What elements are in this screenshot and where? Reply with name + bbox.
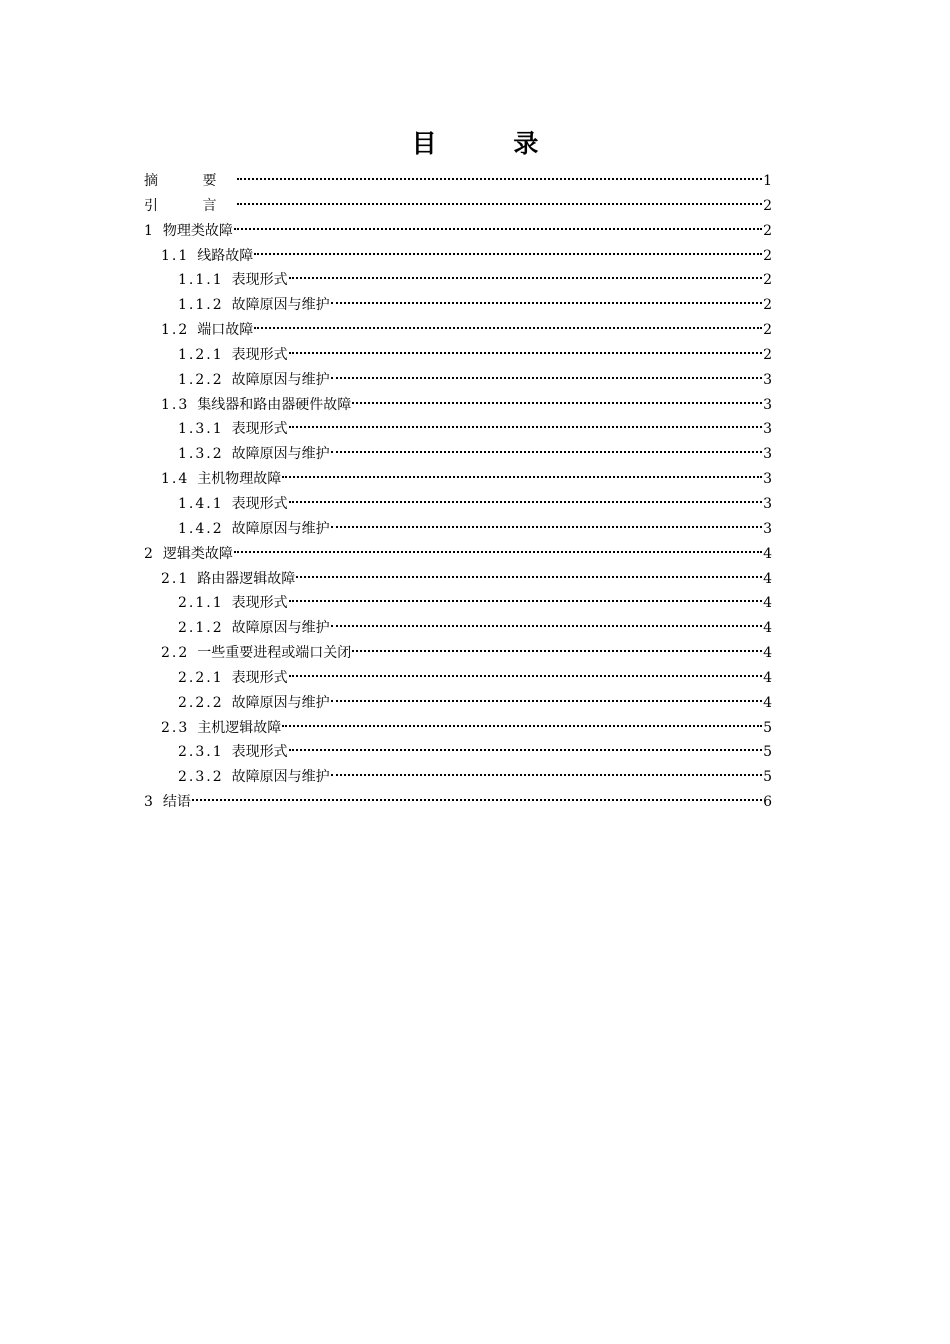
toc-dot-leader [331,302,762,304]
toc-entry-title: 摘 要 [144,173,237,189]
toc-entry-number: 1.4.2 [178,520,224,537]
toc-entry-page-number: 5 [763,719,772,736]
toc-entry-title: 故障原因与维护 [231,371,330,388]
toc-entry-page-number: 4 [763,645,772,662]
toc-entry-number: 2.3.1 [178,744,224,761]
toc-entry-title: 线路故障 [197,247,254,264]
toc-entry-title: 路由器逻辑故障 [197,570,296,587]
toc-entry-page-number: 3 [763,396,772,413]
toc-entry-title: 表现形式 [231,346,288,363]
toc-entry-page-number: 4 [763,694,772,711]
toc-entry-number: 1.3 [161,396,190,413]
toc-dot-leader [289,352,762,354]
toc-entry[interactable] [144,467,772,492]
toc-entry-title: 端口故障 [197,322,254,339]
toc-entry[interactable] [144,666,772,691]
toc-entry-title: 故障原因与维护 [231,694,330,711]
toc-entry[interactable] [144,492,772,517]
toc-entry[interactable] [144,393,772,418]
toc-entry-page-number: 2 [763,247,772,264]
toc-entry-page-number: 4 [763,620,772,637]
toc-dot-leader [331,526,762,528]
toc-dot-leader [192,799,762,801]
toc-entry-page-number: 6 [763,794,772,811]
toc-entry-page-number: 2 [763,197,772,214]
toc-dot-leader [296,576,762,578]
toc-entry-number: 2.2 [161,645,190,662]
table-of-contents [144,169,772,815]
toc-entry-title: 集线器和路由器硬件故障 [197,396,352,413]
toc-entry[interactable] [144,293,772,318]
toc-entry-title: 故障原因与维护 [231,620,330,637]
toc-entry-title: 引 言 [144,197,237,214]
toc-entry[interactable] [144,641,772,666]
toc-entry[interactable] [144,343,772,368]
toc-entry-number: 1.4.1 [178,495,224,512]
toc-entry-page-number: 5 [763,769,772,786]
toc-dot-leader [289,501,762,503]
toc-dot-leader [289,277,762,279]
toc-dot-leader [331,700,762,702]
toc-entry-number: 2.1.1 [178,595,224,612]
toc-entry[interactable] [144,591,772,616]
toc-entry-page-number: 4 [763,595,772,612]
toc-entry[interactable] [144,417,772,442]
toc-dot-leader [254,327,762,329]
toc-entry-page-number: 3 [763,421,772,438]
toc-dot-leader [289,675,762,677]
toc-dot-leader [282,725,762,727]
toc-entry-title: 表现形式 [231,495,288,512]
toc-dot-leader [282,476,762,478]
toc-entry-title: 故障原因与维护 [231,297,330,314]
toc-dot-leader [254,253,762,255]
toc-entry[interactable] [144,567,772,592]
toc-entry-title: 故障原因与维护 [231,446,330,463]
toc-dot-leader [234,551,762,553]
toc-entry-number: 1.3.1 [178,421,224,438]
toc-entry[interactable] [144,368,772,393]
toc-entry-page-number: 1 [763,173,772,189]
toc-entry-title: 表现形式 [231,595,288,612]
toc-entry-number: 1.4 [161,471,190,488]
toc-entry-page-number: 2 [763,346,772,363]
toc-entry-title: 物理类故障 [162,222,233,239]
toc-entry-page-number: 2 [763,222,772,239]
toc-dot-leader [331,451,762,453]
toc-entry-title: 主机逻辑故障 [197,719,282,736]
toc-dot-leader [234,228,762,230]
toc-dot-leader [352,402,762,404]
toc-dot-leader [289,426,762,428]
toc-entry-number: 1 [144,222,155,239]
toc-entry[interactable] [144,169,772,194]
toc-dot-leader [331,625,762,627]
toc-entry-number: 1.2.1 [178,346,224,363]
toc-entry-number: 2 [144,545,155,562]
page-title: 目 录 [411,129,573,158]
toc-dot-leader [237,178,762,180]
toc-entry-number: 2.2.1 [178,669,224,686]
toc-dot-leader [331,774,762,776]
toc-entry-number: 1.1 [161,247,190,264]
toc-dot-leader [289,600,762,602]
toc-entry-number: 2.1 [161,570,190,587]
toc-entry-number: 1.2.2 [178,371,224,388]
toc-entry-title: 表现形式 [231,669,288,686]
toc-entry[interactable] [144,790,772,815]
toc-entry[interactable] [144,219,772,244]
toc-entry[interactable] [144,244,772,269]
toc-entry-page-number: 4 [763,669,772,686]
toc-entry-number: 2.2.2 [178,694,224,711]
toc-entry-page-number: 2 [763,297,772,314]
toc-entry-page-number: 5 [763,744,772,761]
toc-entry[interactable] [144,616,772,641]
toc-entry-title: 逻辑类故障 [162,545,233,562]
toc-entry-page-number: 3 [763,495,772,512]
toc-entry-number: 1.1.1 [178,272,224,289]
toc-entry[interactable] [144,716,772,741]
toc-entry-page-number: 2 [763,322,772,339]
toc-entry-page-number: 4 [763,570,772,587]
toc-entry[interactable] [144,268,772,293]
toc-entry-page-number: 3 [763,446,772,463]
toc-entry-number: 2.1.2 [178,620,224,637]
toc-entry-number: 3 [144,794,155,811]
toc-entry-page-number: 4 [763,545,772,562]
toc-entry-title: 故障原因与维护 [231,520,330,537]
toc-entry-page-number: 3 [763,471,772,488]
toc-entry-title: 表现形式 [231,272,288,289]
toc-entry-title: 表现形式 [231,421,288,438]
toc-dot-leader [237,203,762,205]
toc-entry-title: 主机物理故障 [197,471,282,488]
toc-entry[interactable] [144,194,772,219]
toc-dot-leader [352,650,762,652]
toc-entry-number: 1.1.2 [178,297,224,314]
toc-entry-title: 故障原因与维护 [231,769,330,786]
toc-entry[interactable] [144,318,772,343]
toc-entry[interactable] [144,442,772,467]
toc-entry-number: 1.3.2 [178,446,224,463]
toc-dot-leader [289,749,762,751]
toc-entry-number: 2.3 [161,719,190,736]
toc-entry-title: 表现形式 [231,744,288,761]
toc-entry[interactable] [144,517,772,542]
toc-entry-number: 1.2 [161,322,190,339]
toc-dot-leader [331,377,762,379]
toc-entry-page-number: 3 [763,371,772,388]
toc-entry[interactable] [144,765,772,790]
toc-entry[interactable] [144,740,772,765]
toc-entry-number: 2.3.2 [178,769,224,786]
toc-entry-title: 结语 [162,794,191,811]
toc-entry-title: 一些重要进程或端口关闭 [197,645,352,662]
toc-entry-page-number: 2 [763,272,772,289]
toc-entry-page-number: 3 [763,520,772,537]
toc-entry[interactable] [144,691,772,716]
toc-entry[interactable] [144,542,772,567]
